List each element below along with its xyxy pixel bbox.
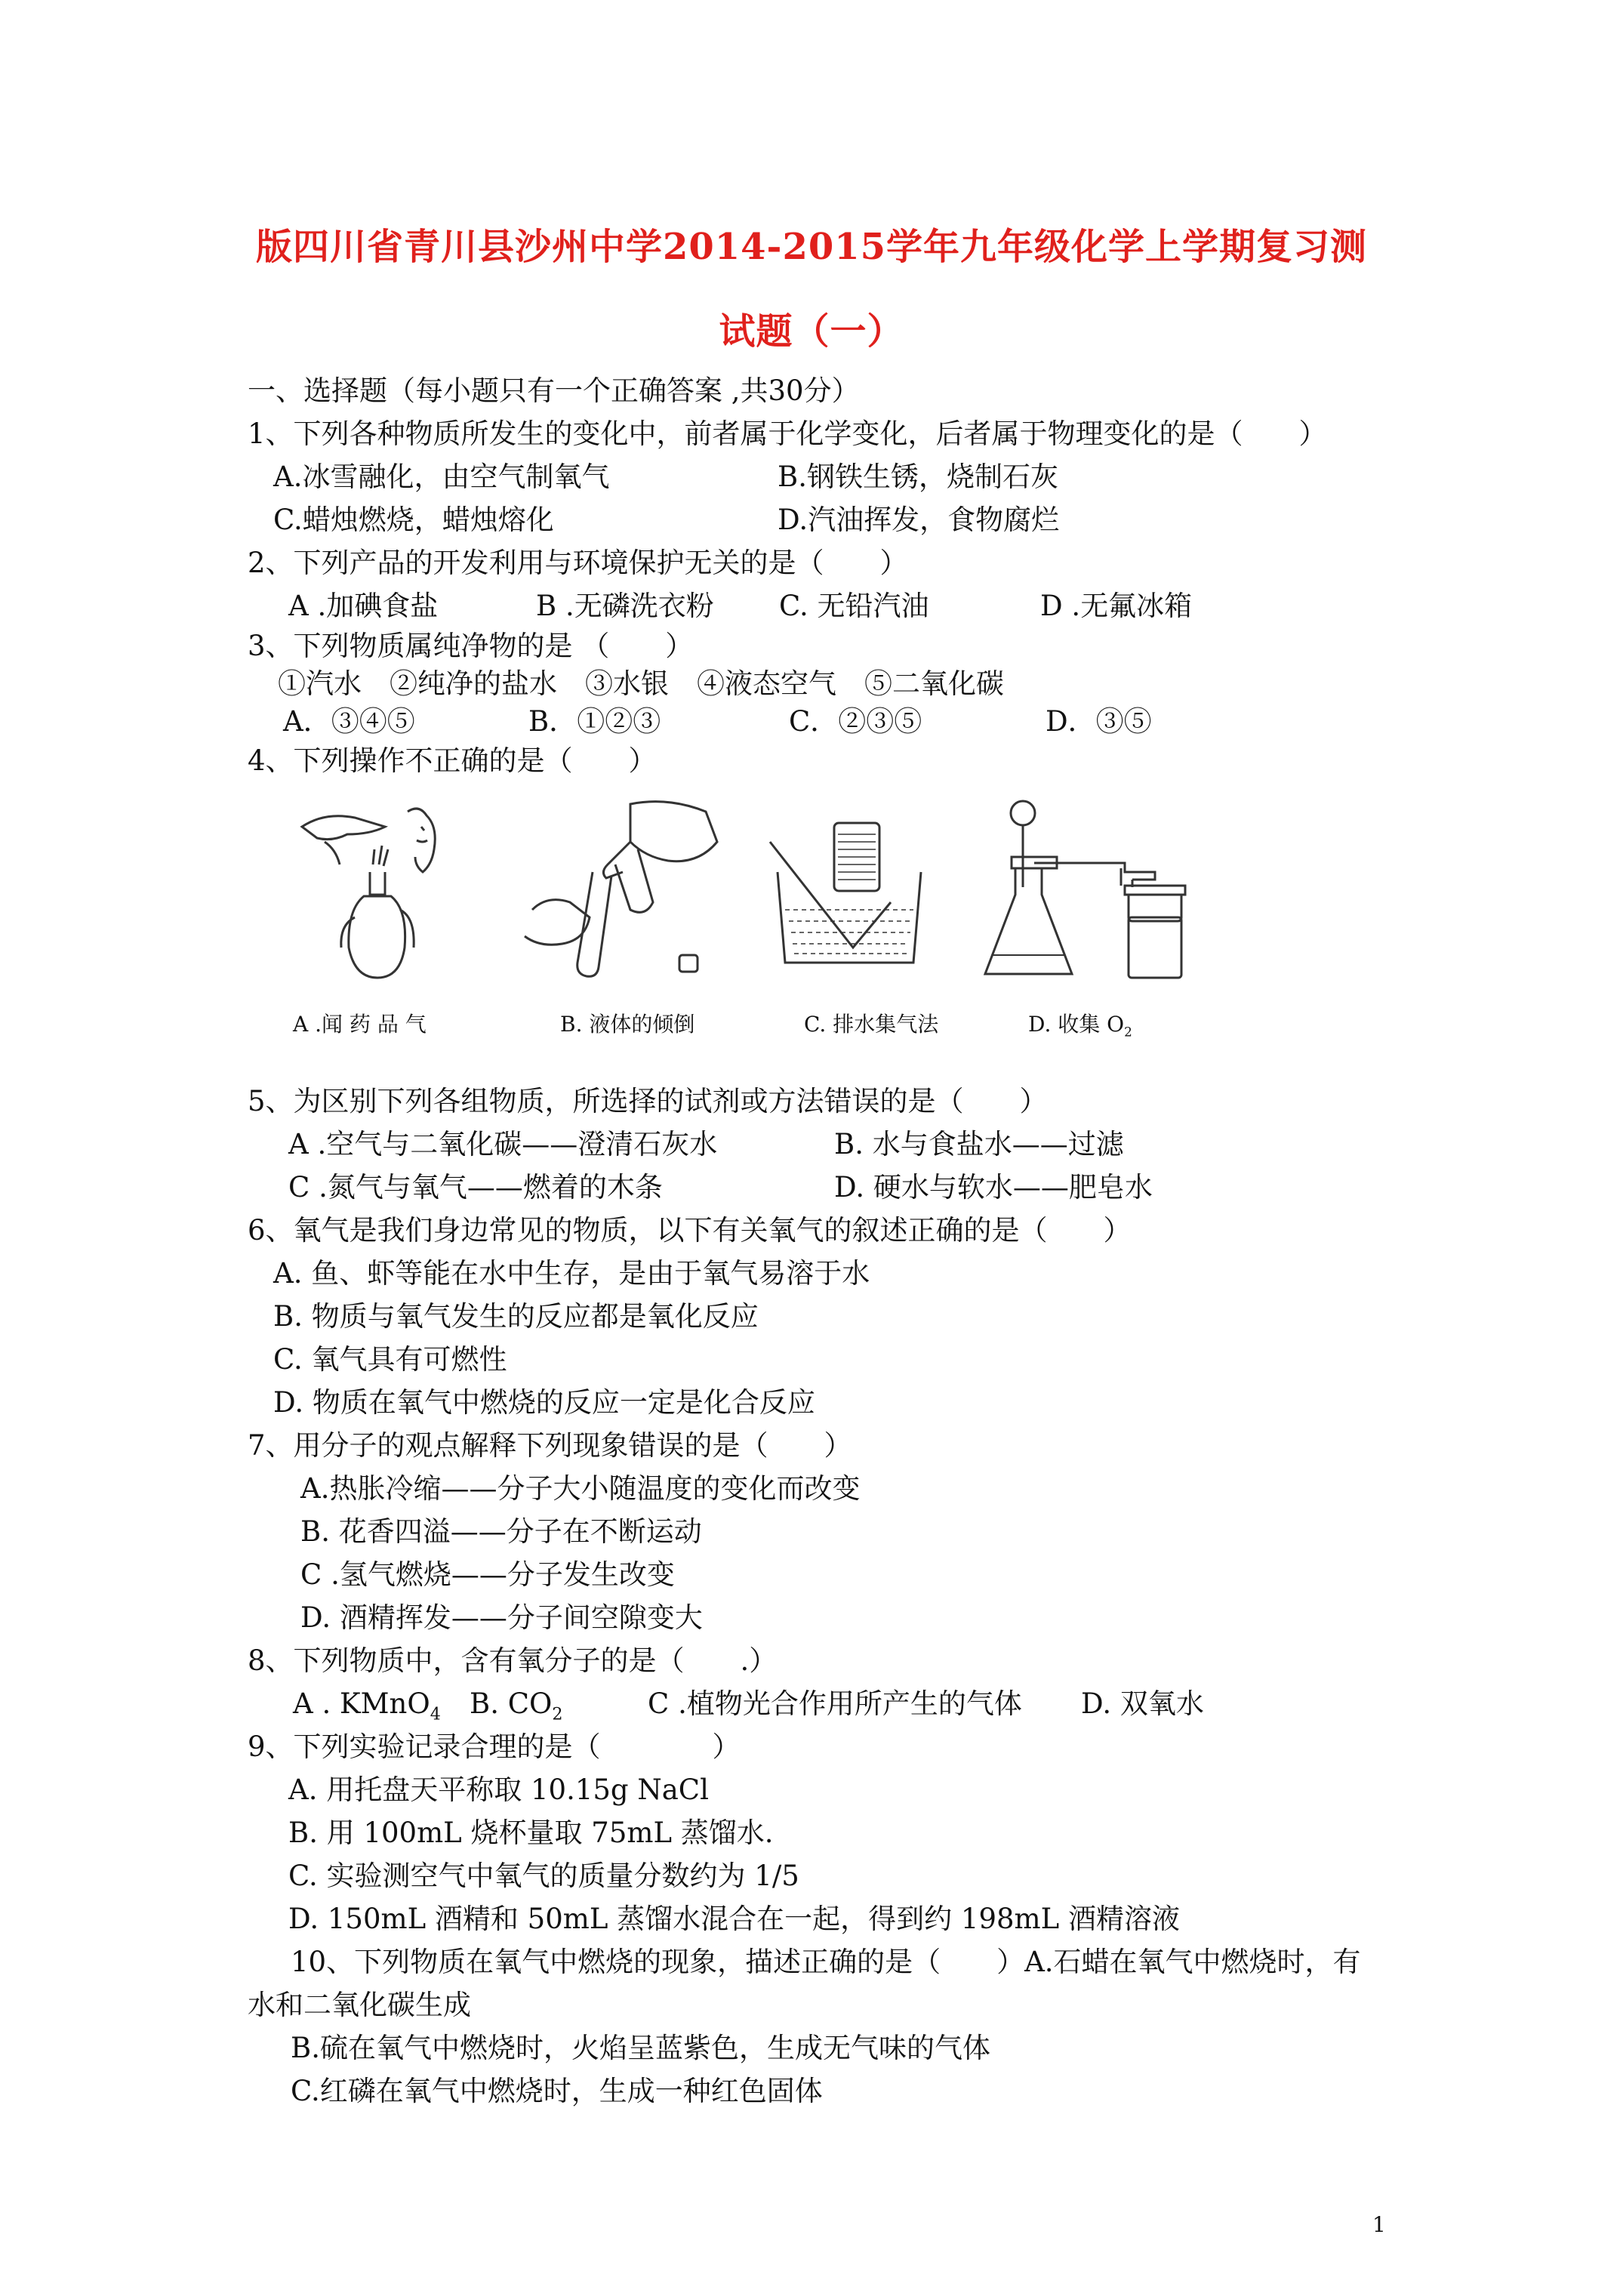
q5-option-d: D. 硬水与软水——肥皂水 (834, 1171, 1153, 1203)
q1-option-b: B.钢铁生锈，烧制石灰 (778, 461, 1058, 493)
q6-stem: 6、氧气是我们身边常见的物质，以下有关氧气的叙述正确的是（ ） (248, 1214, 1132, 1247)
q3-option-d: D．③⑤ (1046, 705, 1152, 738)
q4-caption-a: A .闻 药 品 气 (293, 1012, 427, 1037)
q3-option-b: B．①②③ (528, 705, 661, 738)
q1-option-d: D.汽油挥发，食物腐烂 (778, 504, 1060, 536)
q9-option-b: B. 用 100mL 烧杯量取 75mL 蒸馏水. (288, 1817, 774, 1849)
q10-option-c: C.红磷在氧气中燃烧时，生成一种红色固体 (291, 2075, 823, 2107)
q3-option-c: C．②③⑤ (789, 705, 922, 738)
q5-option-c: C .氮气与氧气——燃着的木条 (288, 1171, 663, 1203)
q2-option-c: C. 无铅汽油 (779, 590, 929, 622)
q5-option-b: B. 水与食盐水——过滤 (834, 1128, 1124, 1160)
q3-option-a: A．③④⑤ (283, 705, 415, 738)
q5-stem: 5、为区别下列各组物质，所选择的试剂或方法错误的是（ ） (248, 1085, 1048, 1117)
q1-option-a: A.冰雪融化，由空气制氧气 (273, 461, 610, 493)
q9-option-d: D. 150mL 酒精和 50mL 蒸馏水混合在一起，得到约 198mL 酒精溶液 (288, 1903, 1180, 1935)
q1-stem: 1、下列各种物质所发生的变化中，前者属于化学变化，后者属于物理变化的是（ ） (248, 418, 1327, 450)
q8-option-c: C .植物光合作用所产生的气体 (648, 1687, 1022, 1720)
q2-option-a: A .加碘食盐 (288, 590, 439, 622)
page-title-line2: 试题（一） (719, 310, 904, 353)
smell-chemical-figure (294, 797, 453, 985)
q9-option-c: C. 实验测空气中氧气的质量分数约为 1/5 (288, 1860, 799, 1892)
q4-caption-c: C. 排水集气法 (804, 1012, 939, 1037)
q8-option-b: B. $CO_2$ (470, 1687, 563, 1724)
q10-stem-continued: 水和二氧化碳生成 (248, 1989, 471, 2021)
q7-stem: 7、用分子的观点解释下列现象错误的是（ ） (248, 1429, 852, 1462)
q3-stem: 3、下列物质属纯净物的是 （ ） (248, 630, 694, 662)
page-title-line1: 版四川省青川县沙州中学2014-2015学年九年级化学上学期复习测 (255, 226, 1368, 268)
q4-stem: 4、下列操作不正确的是（ ） (248, 744, 657, 777)
q8-option-d: D. 双氧水 (1081, 1687, 1204, 1720)
q5-option-a: A .空气与二氧化碳——澄清石灰水 (288, 1128, 718, 1160)
q7-option-b: B. 花香四溢——分子在不断运动 (300, 1515, 702, 1548)
q10-option-b: B.硫在氧气中燃烧时，火焰呈蓝紫色，生成无气味的气体 (291, 2032, 990, 2064)
q8-option-a: A . KMnO$_4$ (293, 1687, 441, 1724)
q2-option-b: B .无磷洗衣粉 (536, 590, 714, 622)
q4-caption-b: B. 液体的倾倒 (560, 1012, 695, 1037)
q7-option-c: C .氢气燃烧——分子发生改变 (300, 1558, 675, 1591)
section-heading: 一、选择题（每小题只有一个正确答案 ,共30分） (248, 374, 860, 407)
water-displacement-figure (762, 797, 936, 985)
q10-stem: 10、下列物质在氧气中燃烧的现象，描述正确的是（ ）A.石蜡在氧气中燃烧时，有 (291, 1946, 1361, 1978)
pour-liquid-figure (517, 797, 728, 985)
q3-items: ①汽水 ②纯净的盐水 ③水银 ④液态空气 ⑤二氧化碳 (278, 667, 1004, 700)
q2-option-d: D .无氟冰箱 (1040, 590, 1193, 622)
q7-option-a: A.热胀冷缩——分子大小随温度的变化而改变 (300, 1472, 861, 1505)
q8-stem: 8、下列物质中，含有氧分子的是（ .） (248, 1644, 778, 1677)
q9-option-a: A. 用托盘天平称取 10.15g NaCl (288, 1774, 709, 1806)
q6-option-d: D. 物质在氧气中燃烧的反应一定是化合反应 (273, 1386, 815, 1419)
q2-stem: 2、下列产品的开发利用与环境保护无关的是（ ） (248, 547, 908, 579)
q9-stem: 9、下列实验记录合理的是（ ） (248, 1730, 741, 1763)
q6-option-c: C. 氧气具有可燃性 (273, 1343, 507, 1376)
q7-option-d: D. 酒精挥发——分子间空隙变大 (300, 1601, 703, 1634)
page-number: 1 (1372, 2212, 1386, 2237)
q6-option-b: B. 物质与氧气发生的反应都是氧化反应 (273, 1300, 759, 1333)
q6-option-a: A. 鱼、虾等能在水中生存，是由于氧气易溶于水 (273, 1257, 870, 1290)
q4-caption-d: D. 收集 $O_2$ (1028, 1012, 1132, 1040)
collect-oxygen-figure (974, 797, 1208, 985)
q1-option-c: C.蜡烛燃烧，蜡烛熔化 (273, 504, 554, 536)
